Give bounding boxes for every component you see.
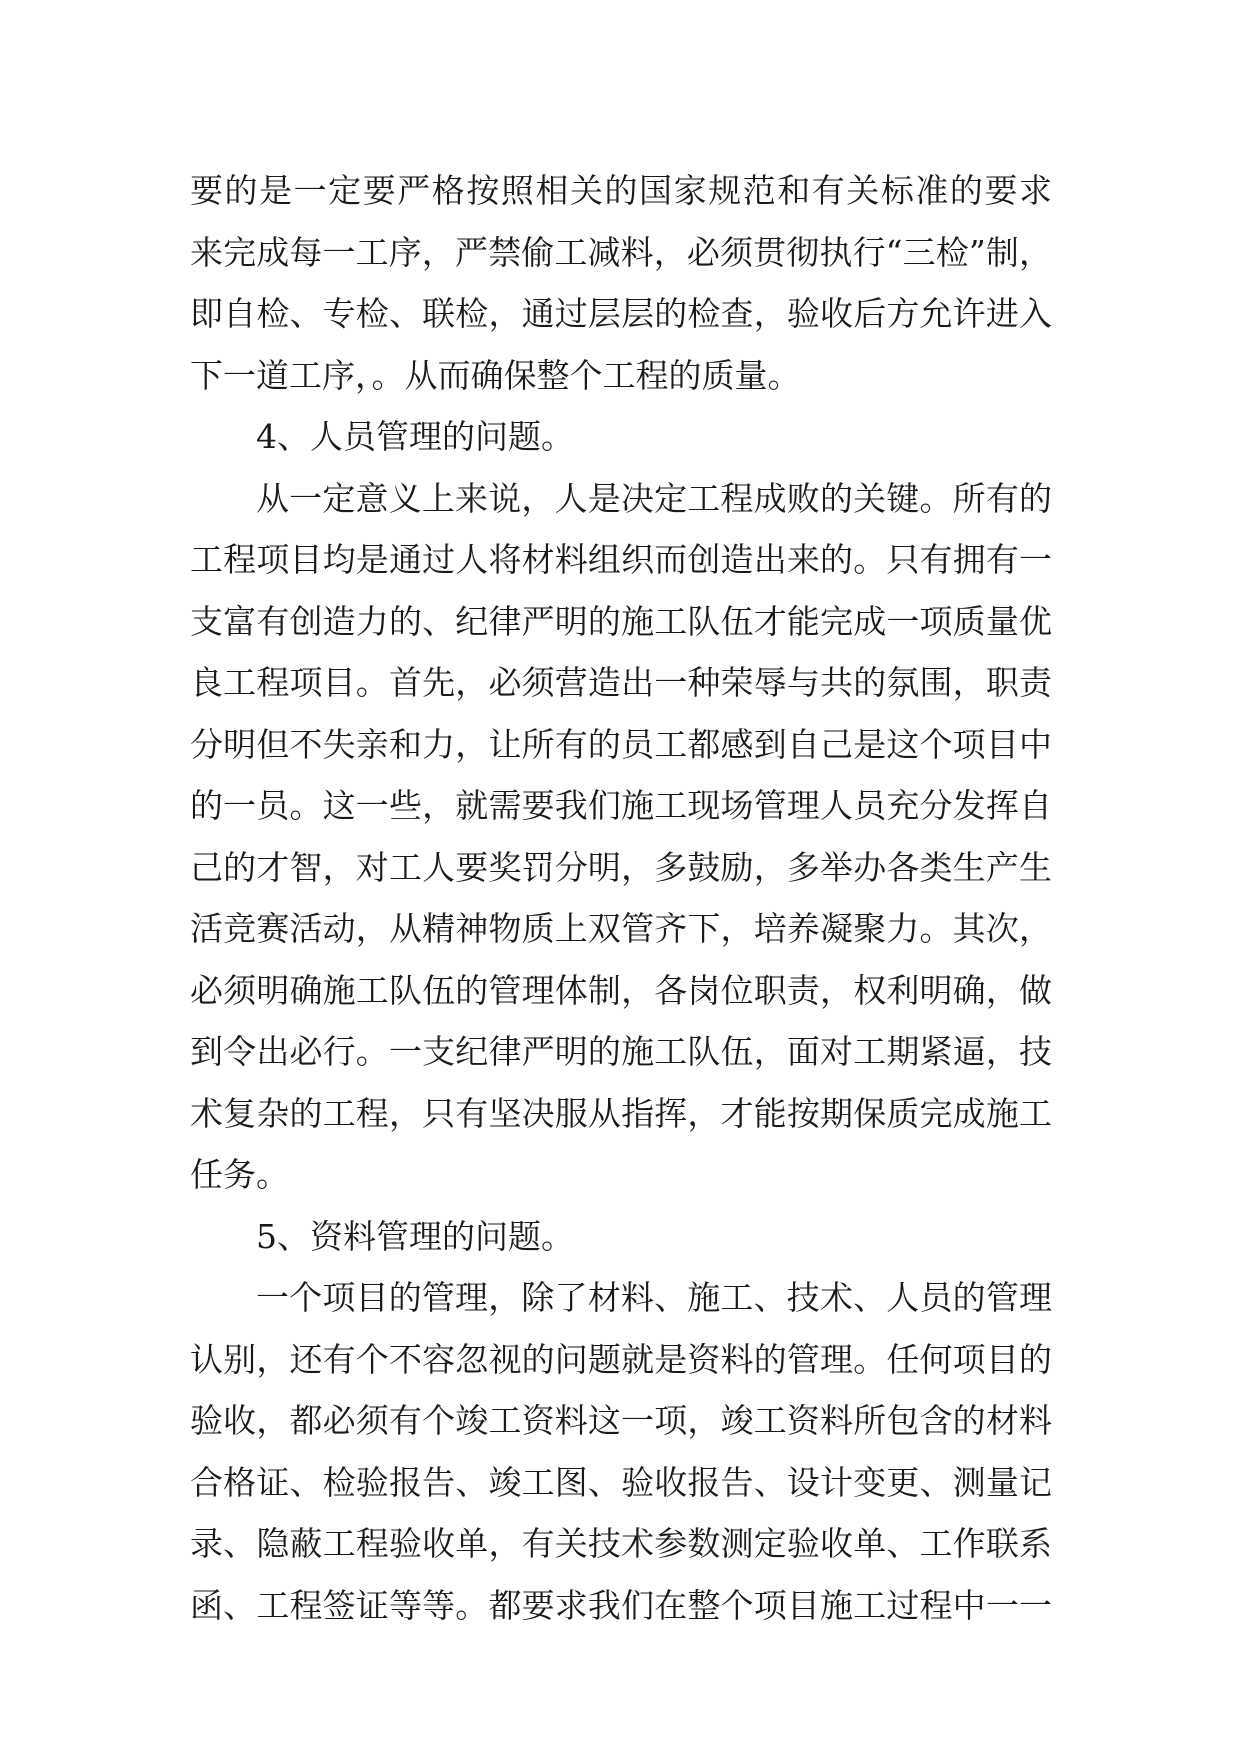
text-line: 必须明确施工队伍的管理体制，各岗位职责，权利明确，做: [190, 970, 1052, 1010]
text-line: 到令出必行。一支纪律严明的施工队伍，面对工期紧逼，技: [190, 1032, 1052, 1071]
text-line: 要的是一定要严格按照相关的国家规范和有关标准的要求: [190, 171, 1052, 210]
paragraph-documents: [190, 1267, 1052, 1636]
text-line: 合格证、检验报告、竣工图、验收报告、设计变更、测量记: [190, 1462, 1052, 1502]
text-line: 从一定意义上来说，人是决定工程成败的关键。所有的: [256, 478, 1052, 518]
text-line: 术复杂的工程，只有坚决服从指挥，才能按期保质完成施工: [190, 1093, 1052, 1133]
text-line: 支富有创造力的、纪律严明的施工队伍才能完成一项质量优: [190, 601, 1052, 641]
text-line: 良工程项目。首先，必须营造出一种荣辱与共的氛围，职责: [190, 663, 1052, 702]
text-line: 录、隐蔽工程验收单，有关技术参数测定验收单、工作联系: [190, 1524, 1052, 1563]
text-line: 即自检、专检、联检，通过层层的检查，验收后方允许进入: [190, 294, 1052, 333]
text-line: 活竞赛活动，从精神物质上双管齐下，培养凝聚力。其次，: [190, 909, 1052, 948]
section-heading-personnel: [190, 406, 1052, 468]
paragraph-personnel: [190, 468, 1052, 1206]
section-heading-documents: [190, 1206, 1052, 1268]
heading-line: 5、资料管理的问题。: [256, 1216, 574, 1256]
text-line: 工程项目均是通过人将材料组织而创造出来的。只有拥有一: [190, 540, 1052, 579]
text-line: 分明但不失亲和力，让所有的员工都感到自己是这个项目中: [190, 724, 1052, 764]
text-line: 任务。: [190, 1155, 289, 1194]
paragraph-continuation: [190, 160, 1052, 406]
text-line: 的一员。这一些，就需要我们施工现场管理人员充分发挥自: [190, 786, 1052, 825]
text-line: 下一道工序，。从而确保整个工程的质量。: [190, 355, 801, 395]
text-line: 函、工程签证等等。都要求我们在整个项目施工过程中一一: [190, 1585, 1052, 1625]
text-line: 验收，都必须有个竣工资料这一项，竣工资料所包含的材料: [190, 1401, 1052, 1440]
text-line: 一个项目的管理，除了材料、施工、技术、人员的管理: [256, 1278, 1052, 1317]
text-line: 己的才智，对工人要奖罚分明，多鼓励，多举办各类生产生: [190, 847, 1052, 887]
heading-line: 4、人员管理的问题。: [256, 417, 574, 456]
text-line: 认别，还有个不容忽视的问题就是资料的管理。任何项目的: [190, 1339, 1052, 1379]
text-line: 来完成每一工序，严禁偷工减料，必须贯彻执行“三检”制，: [190, 232, 1052, 272]
body-text: [190, 160, 1052, 1636]
